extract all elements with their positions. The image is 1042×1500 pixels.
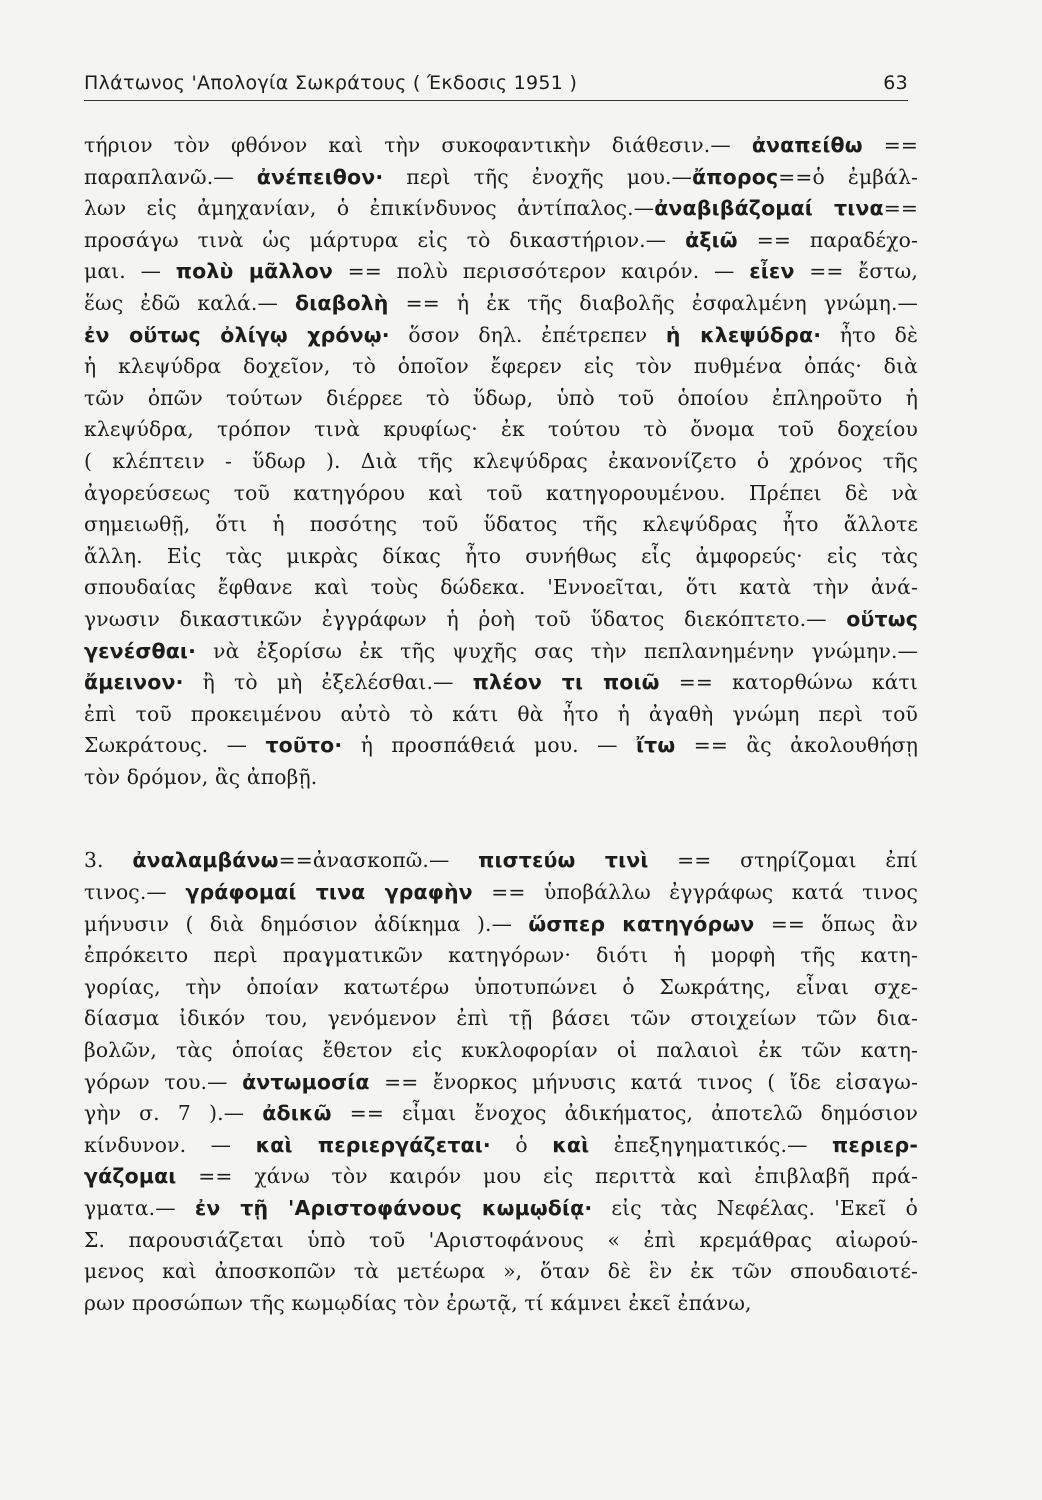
page-number: 63 bbox=[883, 72, 908, 94]
gloss-text: == ἔνορκος μήνυσις κατά τινος ( ἴδε εἰσαγω- bbox=[369, 1069, 918, 1094]
gloss-text: == ἡ ἐκ τῆς διαβολῆς ἐσφαλμένη γνώμη.— bbox=[388, 290, 918, 315]
text-line bbox=[84, 414, 918, 446]
text-line bbox=[84, 351, 918, 383]
bold-lemma: ἀναβιβάζομαί τινα bbox=[654, 196, 884, 221]
text-line bbox=[84, 130, 918, 162]
text-line bbox=[84, 256, 918, 288]
text-line bbox=[84, 225, 918, 257]
gloss-text: == πολὺ περισσότερον καιρόν. — bbox=[332, 259, 750, 284]
text-line bbox=[84, 699, 918, 731]
gloss-text: == ἂς ἀκολουθήσῃ bbox=[675, 733, 918, 758]
gloss-text: ἦτο δὲ bbox=[821, 322, 918, 347]
bold-lemma: ἀναπείθω bbox=[751, 133, 863, 157]
gloss-text: Σ. παρουσιάζεται ὑπὸ τοῦ 'Αριστοφάνους « ἐπὶ κρεμάθρας αἰωρού- bbox=[84, 1227, 918, 1252]
text-line bbox=[84, 1130, 918, 1162]
bold-lemma: ἀνέπειθον· bbox=[256, 164, 384, 189]
gloss-text: σημειωθῇ, ὅτι ἡ ποσότης τοῦ ὕδατος τῆς κλεψύδρας ἦτο ἄλλοτε bbox=[84, 512, 918, 537]
bold-lemma: ὥσπερ κατηγόρων bbox=[528, 911, 755, 936]
gloss-text: μενος καὶ ἀποσκοπῶν τὰ μετέωρα », ὅταν δὲ ἓν ἐκ τῶν σπουδαιοτέ- bbox=[84, 1259, 918, 1284]
text-line bbox=[84, 845, 918, 877]
gloss-text: == ὑποβάλλω ἐγγράφως κατά τινος bbox=[472, 880, 918, 905]
text-line bbox=[84, 478, 918, 510]
gloss-text: == στηρίζομαι ἐπί bbox=[648, 848, 918, 873]
gloss-text: == χάνω τὸν καιρόν μου εἰς περιττὰ καὶ ἐπιβλαβῆ πρά- bbox=[176, 1164, 918, 1189]
text-line bbox=[84, 1098, 918, 1130]
text-line bbox=[84, 572, 918, 604]
text-line bbox=[84, 1288, 918, 1320]
gloss-text: εἰς τὰς Νεφέλας. 'Εκεῖ ὁ bbox=[592, 1196, 918, 1220]
bold-lemma: ἀξιῶ bbox=[685, 227, 738, 252]
text-line bbox=[84, 162, 918, 194]
gloss-text: ἀγορεύσεως τοῦ κατηγόρου καὶ τοῦ κατηγορουμένου. Πρέπει δὲ νὰ bbox=[84, 480, 918, 505]
gloss-text: νὰ ἐξορίσω ἐκ τῆς ψυχῆς σας τὴν πεπλανημένην γνώμην.— bbox=[196, 638, 918, 663]
text-line bbox=[84, 762, 918, 794]
gloss-text: ὅσον δηλ. ἐπέτρεπεν bbox=[389, 322, 666, 347]
text-line bbox=[84, 446, 918, 478]
bold-lemma: πλέον τι ποιῶ bbox=[472, 670, 660, 695]
text-line bbox=[84, 1256, 918, 1288]
bold-lemma: καὶ bbox=[552, 1132, 590, 1157]
bold-lemma: ἴτω bbox=[636, 733, 676, 758]
bold-lemma: ἡ κλεψύδρα· bbox=[665, 322, 822, 347]
gloss-text: ἐπεξηγηματικός.— bbox=[589, 1132, 833, 1157]
text-line bbox=[84, 972, 918, 1004]
text-line bbox=[84, 730, 918, 762]
gloss-text: τινος.— bbox=[84, 880, 186, 905]
text-line bbox=[84, 877, 918, 909]
gloss-text: ==ἀνασκοπῶ.— bbox=[278, 848, 479, 873]
text-line bbox=[84, 636, 918, 668]
commentary-paragraph-2 bbox=[84, 845, 918, 1319]
gloss-text: γορίας, τὴν ὁποίαν κατωτέρω ὑποτυπώνει ὁ Σωκράτης, εἶναι σχε- bbox=[84, 974, 918, 999]
gloss-text: γνωσιν δικαστικῶν ἐγγράφων ἡ ῥοὴ τοῦ ὕδατος διεκόπτετο.— bbox=[84, 606, 847, 631]
bold-lemma: οὕτως bbox=[846, 606, 918, 631]
running-header bbox=[84, 66, 908, 101]
gloss-text: == παραδέχο- bbox=[737, 227, 918, 252]
gloss-text: ἡ κλεψύδρα δοχεῖον, τὸ ὁποῖον ἔφερεν εἰς τὸν πυθμένα ὀπάς· διὰ bbox=[84, 354, 918, 379]
gloss-text: ==ὁ ἐμβάλ- bbox=[778, 164, 918, 189]
bold-lemma: πολὺ μᾶλλον bbox=[175, 259, 333, 284]
gloss-text: σπουδαίας ἔφθανε καὶ τοὺς δώδεκα. 'Εννοεῖται, ὅτι κατὰ τὴν ἀνά- bbox=[84, 575, 918, 600]
bold-lemma: ἀναλαμβάνω bbox=[132, 848, 279, 873]
gloss-text: περὶ τῆς ἐνοχῆς μου.— bbox=[383, 164, 693, 189]
bold-lemma: γάζομαι bbox=[84, 1164, 177, 1189]
gloss-text: == bbox=[883, 196, 918, 221]
text-line bbox=[84, 509, 918, 541]
bold-lemma: ἄπορος bbox=[692, 164, 779, 189]
text-line bbox=[84, 193, 918, 225]
text-line bbox=[84, 1003, 918, 1035]
gloss-text: ( κλέπτειν - ὕδωρ ). Διὰ τῆς κλεψύδρας ἐκανονίζετο ὁ χρόνος τῆς bbox=[84, 448, 918, 473]
gloss-text: == ἔστω, bbox=[794, 259, 918, 284]
gloss-text: == ὅπως ἂν bbox=[754, 911, 918, 936]
page-body bbox=[84, 130, 918, 1319]
gloss-text: γὴν σ. 7 ).— bbox=[84, 1101, 263, 1126]
gloss-text: 3. bbox=[84, 848, 133, 873]
bold-lemma: ἄμεινον· bbox=[84, 670, 184, 695]
gloss-text: δίασμα ἰδικόν του, γενόμενον ἐπὶ τῇ βάσει τῶν στοιχείων τῶν δια- bbox=[84, 1006, 918, 1031]
gloss-text: ρων προσώπων τῆς κωμῳδίας τὸν ἐρωτᾷ, τί κάμνει ἐκεῖ ἐπάνω, bbox=[84, 1290, 752, 1315]
gloss-text: προσάγω τινὰ ὡς μάρτυρα εἰς τὸ δικαστήριον.— bbox=[84, 227, 686, 252]
text-line bbox=[84, 320, 918, 352]
gloss-text: ἕως ἐδῶ καλά.— bbox=[84, 290, 296, 315]
bold-lemma: πιστεύω τινὶ bbox=[478, 848, 649, 873]
text-line bbox=[84, 940, 918, 972]
text-line bbox=[84, 604, 918, 636]
text-line bbox=[84, 383, 918, 415]
gloss-text: == εἶμαι ἔνοχος ἀδικήματος, ἀποτελῶ δημόσιον bbox=[331, 1101, 918, 1126]
commentary-paragraph-1 bbox=[84, 130, 918, 793]
gloss-text: λων εἰς ἀμηχανίαν, ὁ ἐπικίνδυνος ἀντίπαλος.— bbox=[84, 196, 655, 221]
gloss-text: κίνδυνον. — bbox=[84, 1132, 256, 1157]
text-line bbox=[84, 667, 918, 699]
gloss-text: ἐπὶ τοῦ προκειμένου αὐτὸ τὸ κάτι θὰ ἦτο ἡ ἀγαθὴ γνώμη περὶ τοῦ bbox=[84, 701, 918, 726]
gloss-text: γματα.— bbox=[84, 1196, 195, 1220]
header-title: Πλάτωνος 'Απολογία Σωκράτους ( Έκδοσις 1951 ) bbox=[84, 72, 578, 94]
bold-lemma: εἶεν bbox=[749, 259, 795, 284]
gloss-text: ὁ bbox=[490, 1132, 553, 1157]
gloss-text: μήνυσιν ( διὰ δημόσιον ἀδίκημα ).— bbox=[84, 911, 529, 936]
text-line bbox=[84, 909, 918, 941]
gloss-text: == κατορθώνω κάτι bbox=[659, 670, 918, 695]
text-line bbox=[84, 1193, 918, 1225]
gloss-text: == bbox=[862, 133, 918, 157]
gloss-text: παραπλανῶ.— bbox=[84, 164, 257, 189]
gloss-text: τὸν δρόμον, ἂς ἀποβῇ. bbox=[84, 764, 318, 789]
bold-lemma: καὶ περιεργάζεται· bbox=[255, 1132, 491, 1157]
text-line bbox=[84, 1067, 918, 1099]
paragraph-gap bbox=[84, 793, 918, 845]
bold-lemma: διαβολὴ bbox=[295, 290, 389, 315]
text-line bbox=[84, 541, 918, 573]
gloss-text: κλεψύδρα, τρόπον τινὰ κρυφίως· ἐκ τούτου τὸ ὄνομα τοῦ δοχείου bbox=[84, 417, 918, 442]
gloss-text: μαι. — bbox=[84, 259, 176, 284]
bold-lemma: ἐν τῇ 'Αριστοφάνους κωμῳδίᾳ· bbox=[194, 1196, 593, 1220]
bold-lemma: ἀδικῶ bbox=[262, 1101, 332, 1126]
bold-lemma: περιερ- bbox=[832, 1132, 918, 1157]
bold-lemma: τοῦτο· bbox=[265, 733, 343, 758]
gloss-text: Σωκράτους. — bbox=[84, 733, 266, 758]
bold-lemma: ἐν οὕτως ὀλίγῳ χρόνῳ· bbox=[84, 322, 390, 347]
gloss-text: τῶν ὀπῶν τούτων διέρρεε τὸ ὕδωρ, ὑπὸ τοῦ ὁποίου ἐπληροῦτο ἡ bbox=[84, 385, 918, 410]
gloss-text: ἡ προσπάθειά μου. — bbox=[342, 733, 636, 758]
text-line bbox=[84, 288, 918, 320]
gloss-text: ἐπρόκειτο περὶ πραγματικῶν κατηγόρων· διότι ἡ μορφὴ τῆς κατη- bbox=[84, 943, 918, 968]
bold-lemma: γράφομαί τινα γραφὴν bbox=[185, 880, 473, 905]
text-line bbox=[84, 1225, 918, 1257]
text-line bbox=[84, 1035, 918, 1067]
gloss-text: γόρων του.— bbox=[84, 1069, 243, 1094]
gloss-text: ἄλλη. Εἰς τὰς μικρὰς δίκας ἦτο συνήθως εἷς ἀμφορεύς· εἰς τὰς bbox=[84, 543, 918, 568]
bold-lemma: γενέσθαι· bbox=[84, 638, 197, 663]
gloss-text: ἢ τὸ μὴ ἐξελέσθαι.— bbox=[183, 670, 473, 695]
text-line bbox=[84, 1161, 918, 1193]
bold-lemma: ἀντωμοσία bbox=[242, 1069, 370, 1094]
gloss-text: τήριον τὸν φθόνον καὶ τὴν συκοφαντικὴν διάθεσιν.— bbox=[84, 133, 752, 157]
gloss-text: βολῶν, τὰς ὁποίας ἔθετον εἰς κυκλοφορίαν οἱ παλαιοὶ ἐκ τῶν κατη- bbox=[84, 1038, 918, 1063]
